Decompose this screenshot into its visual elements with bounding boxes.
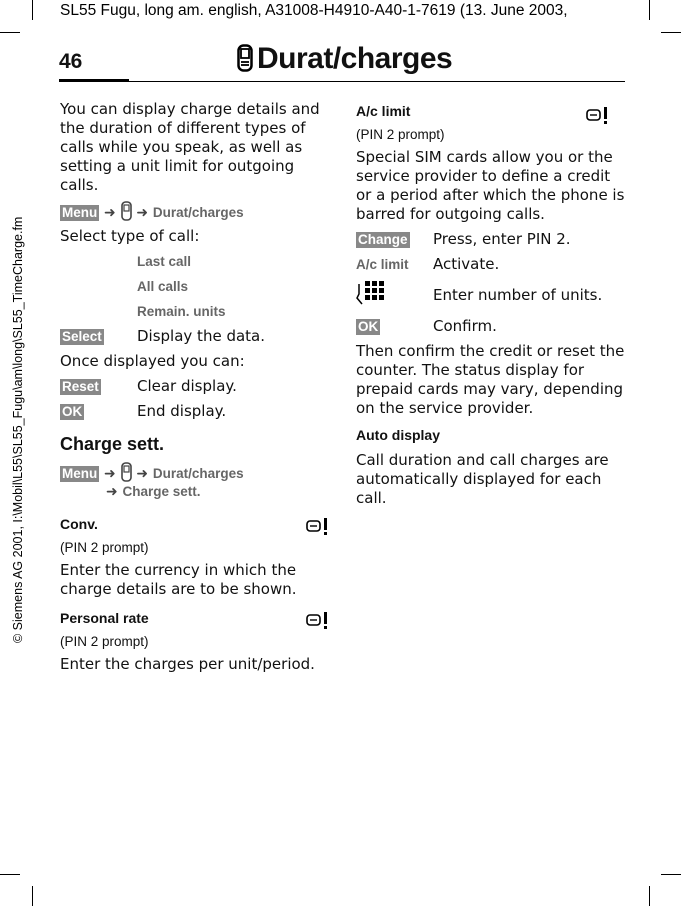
crop-mark	[0, 874, 20, 875]
rate-block	[60, 609, 330, 674]
arrow-icon: ➜	[104, 205, 116, 221]
charge-sett-heading: Charge sett.	[60, 434, 165, 454]
select-row	[60, 327, 330, 346]
page-title	[237, 42, 452, 76]
menu-path-durat: Durat/charges	[152, 205, 244, 220]
arrow-icon: ➜	[106, 484, 118, 500]
select-type-text: Select type of call:	[60, 227, 200, 245]
side-copyright-note: © Siemens AG 2001, I:\Mobil\L55\SL55_Fugu\am\long\SL55_TimeCharge.fm	[11, 216, 25, 643]
pin2-prompt: (PIN 2 prompt)	[60, 540, 149, 555]
left-column	[60, 100, 330, 680]
reset-key[interactable]: Reset	[62, 379, 99, 394]
option-all-calls[interactable]: All calls	[137, 279, 189, 294]
reset-desc: Clear display.	[137, 377, 237, 395]
ac-limit-desc: Activate.	[433, 255, 500, 273]
pin2-prompt: (PIN 2 prompt)	[60, 634, 149, 649]
crop-mark	[32, 0, 33, 20]
auto-display-text: Call duration and call charges are automatically displayed for each call.	[356, 451, 609, 507]
sim-pin-icon	[306, 611, 330, 631]
conv-heading: Conv.	[60, 516, 98, 532]
once-text: Once displayed you can:	[60, 352, 245, 370]
sim-pin-icon	[306, 517, 330, 537]
ac-limit-heading: A/c limit	[356, 103, 411, 119]
crop-mark	[661, 32, 681, 33]
menu-path-durat: Durat/charges	[152, 466, 244, 481]
ok-row	[356, 317, 626, 336]
crop-mark	[649, 886, 650, 906]
change-desc: Press, enter PIN 2.	[433, 230, 571, 248]
rate-text: Enter the charges per unit/period.	[60, 655, 315, 673]
change-key[interactable]: Change	[358, 232, 408, 247]
right-column	[356, 102, 626, 514]
menu-path-charge-sett: Charge sett.	[122, 484, 201, 499]
arrow-icon: ➜	[136, 466, 149, 482]
keypad-icon	[356, 280, 384, 306]
ok-desc: End display.	[137, 402, 227, 420]
menu-path	[60, 201, 330, 223]
option-last-call[interactable]: Last call	[137, 254, 192, 269]
auto-display-heading: Auto display	[356, 427, 441, 443]
pin2-prompt: (PIN 2 prompt)	[356, 127, 445, 142]
ok-key[interactable]: OK	[358, 319, 379, 334]
menu-path-2	[60, 462, 330, 501]
ok-desc: Confirm.	[433, 317, 497, 335]
intro-text: You can display charge details and the duration of different types of calls while you speak, as well as setting a unit limit for outgoing calls.	[60, 100, 320, 194]
conv-block	[60, 515, 330, 599]
running-title: SL55 Fugu, long am. english, A31008-H4910-A40-1-7619 (13. June 2003,	[60, 2, 568, 19]
crop-mark	[32, 886, 33, 906]
ok-key[interactable]: OK	[62, 404, 83, 419]
crop-mark	[661, 874, 681, 875]
conv-text: Enter the currency in which the charge details are to be shown.	[60, 561, 297, 598]
menu-key[interactable]: Menu	[62, 466, 98, 481]
units-desc: Enter number of units.	[433, 286, 603, 304]
sim-pin-icon	[586, 106, 610, 126]
confirm-text: Then confirm the credit or reset the counter. The status display for prepaid cards may vary, depending on the service provider.	[356, 342, 625, 417]
phone-icon	[121, 462, 132, 482]
phone-icon	[121, 201, 132, 221]
phone-icon	[237, 44, 253, 72]
crop-mark	[0, 32, 20, 33]
ok-row	[60, 402, 330, 421]
crop-mark	[649, 0, 650, 20]
page-number: 46	[59, 50, 83, 73]
title-rule-thick	[59, 79, 129, 82]
select-desc: Display the data.	[137, 327, 265, 345]
ac-limit-text: Special SIM cards allow you or the service provider to define a credit or a period after which the phone is barred for outgoing calls.	[356, 148, 625, 223]
menu-key[interactable]: Menu	[62, 205, 98, 220]
reset-row	[60, 377, 330, 396]
ac-limit-option[interactable]: A/c limit	[356, 257, 409, 272]
option-remain-units[interactable]: Remain. units	[137, 304, 226, 319]
title-rule	[128, 81, 625, 82]
arrow-icon: ➜	[136, 205, 149, 221]
units-row	[356, 280, 626, 311]
change-row	[356, 230, 626, 249]
ac-limit-row	[356, 255, 626, 274]
select-key[interactable]: Select	[62, 329, 102, 344]
page-title-text: Durat/charges	[257, 42, 453, 75]
arrow-icon: ➜	[104, 466, 116, 482]
rate-heading: Personal rate	[60, 610, 149, 626]
ac-limit-block	[356, 102, 626, 224]
